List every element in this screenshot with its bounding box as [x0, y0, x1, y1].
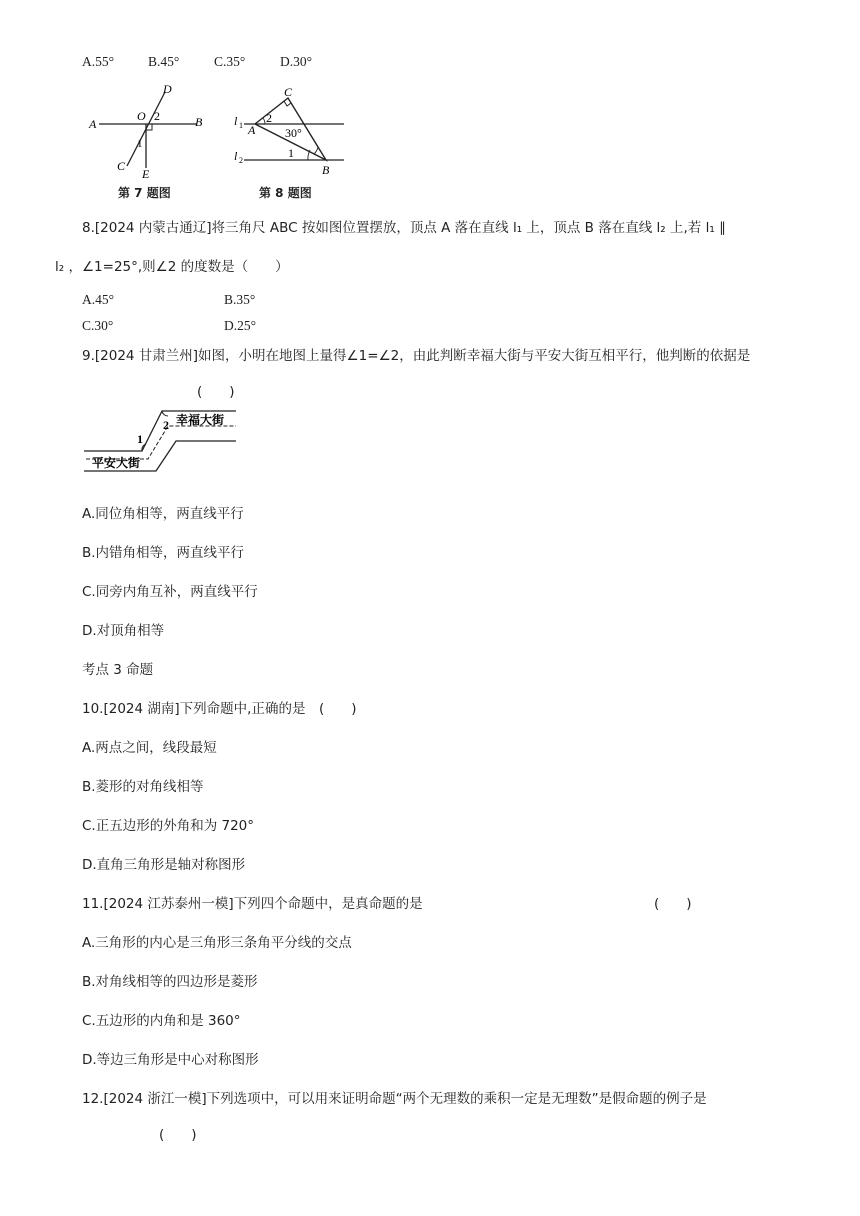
label-d: D — [163, 82, 172, 96]
label-b: B — [322, 163, 330, 177]
q10-option-c: C.正五边形的外角和为 720° — [82, 818, 255, 834]
q9-stem: 9.[2024 甘肃兰州]如图，小明在地图上量得∠1=∠2，由此判断幸福大街与平安大街互相平行，他判断的依据是 — [82, 348, 751, 364]
label-e: E — [142, 167, 150, 180]
q10-stem: 10.[2024 湖南]下列命题中,正确的是 ( ) — [82, 701, 357, 717]
label-a: A — [89, 117, 97, 131]
label-l2-sub: 2 — [239, 156, 243, 165]
q7-caption: 第 7 题图 — [118, 186, 171, 200]
label-b: B — [195, 115, 203, 129]
q7-option-d: D.30° — [280, 54, 313, 69]
street-label-pingan: 平安大街 — [92, 456, 141, 470]
label-c: C — [284, 85, 293, 99]
q9-option-c: C.同旁内角互补，两直线平行 — [82, 584, 258, 600]
street-label-xingfu: 幸福大街 — [176, 413, 225, 427]
q8-option-c: C.30° — [82, 318, 114, 333]
q11-answer-paren: ( ) — [654, 896, 692, 912]
q7-option-b: B.45° — [148, 54, 180, 69]
q8-stem-line2: l₂ ，∠1=25°,则∠2 的度数是（ ） — [55, 259, 289, 275]
q8-option-b: B.35° — [224, 292, 256, 307]
q11-stem: 11.[2024 江苏泰州一模]下列四个命题中，是真命题的是 — [82, 896, 423, 912]
label-angle1: 1 — [288, 146, 294, 160]
label-l2: l — [234, 149, 238, 163]
q9-option-d: D.对顶角相等 — [82, 623, 165, 639]
q12-answer-paren: ( ) — [159, 1127, 197, 1143]
label-angle2: 2 — [163, 418, 169, 432]
q11-option-a: A.三角形的内心是三角形三条角平分线的交点 — [82, 935, 352, 951]
section-heading: 考点 3 命题 — [82, 662, 154, 678]
q10-option-a: A.两点之间，线段最短 — [82, 740, 217, 756]
label-o: O — [137, 109, 146, 123]
q12-stem: 12.[2024 浙江一模]下列选项中，可以用来证明命题“两个无理数的乘积一定是无理数”是假命题的例子是 — [82, 1091, 707, 1107]
label-angle2: 2 — [154, 109, 160, 123]
label-angle1: 1 — [137, 138, 143, 150]
q7-figure — [85, 80, 215, 180]
q9-answer-paren: ( ) — [197, 384, 235, 400]
q11-option-b: B.对角线相等的四边形是菱形 — [82, 974, 258, 990]
label-angle1: 1 — [137, 432, 143, 446]
label-l1-sub: 1 — [239, 121, 243, 130]
q7-option-a: A.55° — [82, 54, 115, 69]
q8-stem-line1: 8.[2024 内蒙古通辽]将三角尺 ABC 按如图位置摆放，顶点 A 落在直线 l₁ 上，顶点 B 落在直线 l₂ 上,若 l₁ ∥ — [82, 220, 726, 236]
q8-figure — [232, 84, 347, 180]
q7-option-c: C.35° — [214, 54, 246, 69]
label-a: A — [248, 123, 256, 137]
q9-option-b: B.内错角相等，两直线平行 — [82, 545, 245, 561]
q10-option-b: B.菱形的对角线相等 — [82, 779, 204, 795]
label-l1: l — [234, 114, 238, 128]
label-angle30: 30° — [285, 126, 302, 140]
label-c: C — [117, 159, 126, 173]
label-angle2: 2 — [266, 111, 272, 125]
q11-option-d: D.等边三角形是中心对称图形 — [82, 1052, 259, 1068]
q8-option-a: A.45° — [82, 292, 115, 307]
q8-option-d: D.25° — [224, 318, 257, 333]
q9-figure — [84, 404, 236, 474]
q9-option-a: A.同位角相等，两直线平行 — [82, 506, 244, 522]
q10-option-d: D.直角三角形是轴对称图形 — [82, 857, 246, 873]
q11-option-c: C.五边形的内角和是 360° — [82, 1013, 241, 1029]
q8-caption: 第 8 题图 — [259, 186, 312, 200]
